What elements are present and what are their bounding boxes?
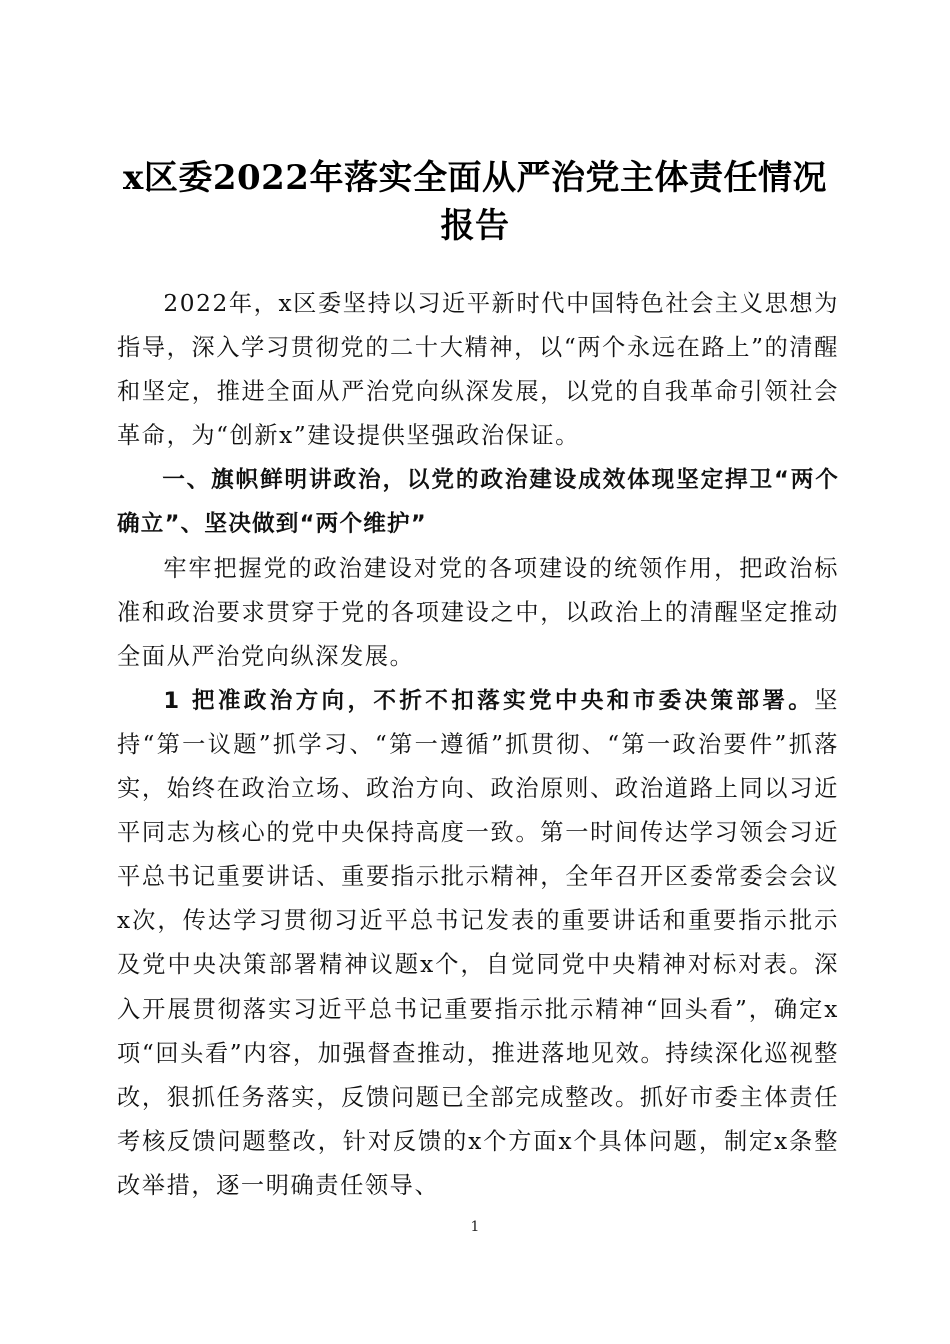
section-1-heading: 一、旗帜鲜明讲政治，以党的政治建设成效体现坚定捍卫“两个确立”、坚决做到“两个维护” — [117, 467, 839, 538]
item-1-paragraph — [117, 679, 839, 1208]
page-number: 1 — [470, 1219, 480, 1235]
item-1-lead: 1 把准政治方向，不折不扣落实党中央和市委决策部署。 — [163, 687, 815, 714]
document-title — [110, 154, 840, 250]
section-1-paragraph: 牢牢把握党的政治建设对党的各项建设的统领作用，把政治标准和政治要求贯穿于党的各项建设之中，以政治上的清醒坚定推动全面从严治党向纵深发展。 — [117, 554, 839, 670]
document-body — [117, 282, 839, 1208]
intro-paragraph: 2022年，x区委坚持以习近平新时代中国特色社会主义思想为指导，深入学习贯彻党的二十大精神，以“两个永远在路上”的清醒和坚定，推进全面从严治党向纵深发展，以党的自我革命引领社会革命，为“创新x”建设提供坚强政治保证。 — [117, 290, 839, 450]
item-1-body: 坚持“第一议题”抓学习、“第一遵循”抓贯彻、“第一政治要件”抓落实，始终在政治立场、政治方向、政治原则、政治道路上同以习近平同志为核心的党中央保持高度一致。第一时间传达学习领会习近平总书记重要讲话、重要指示批示精神，全年召开区委常委会会议x次，传达学习贯彻习近平总书记发表的重要讲话和重要指示批示及党中央决策部署精神议题x个，自觉同党中央精神对标对表。深入开展贯彻落实习近平总书记重要指示批示精神“回头看”，确定x项“回头看”内容，加强督查推动，推进落地见效。持续深化巡视整改，狠抓任务落实，反馈问题已全部完成整改。抓好市委主体责任考核反馈问题整改，针对反馈的x个方面x个具体问题，制定x条整改举措，逐一明确责任领导、 — [117, 686, 839, 1199]
title-line-2: 报告 — [440, 206, 510, 246]
title-line-1: x区委2022年落实全面从严治党主体责任情况 — [123, 158, 827, 198]
